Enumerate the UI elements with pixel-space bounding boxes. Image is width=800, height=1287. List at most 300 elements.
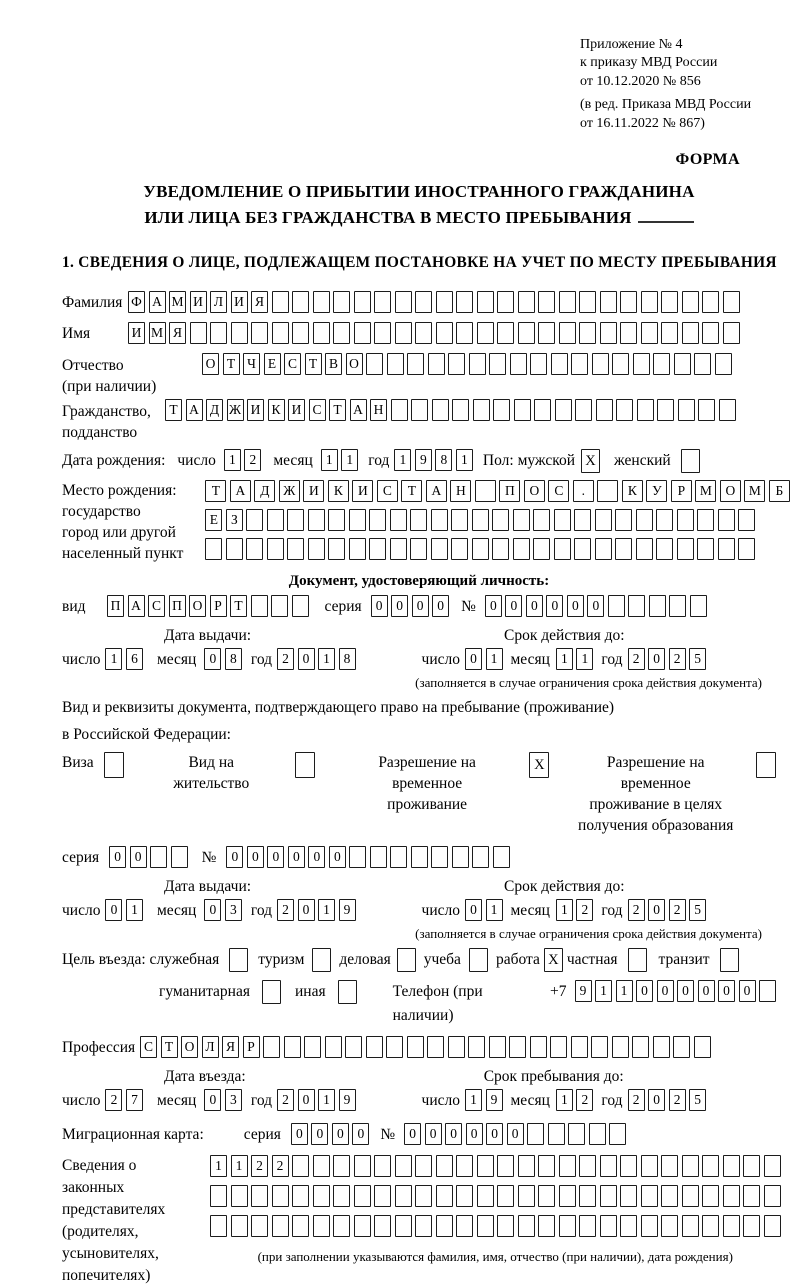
box-cell[interactable] bbox=[574, 538, 591, 560]
box-cell[interactable] bbox=[431, 538, 448, 560]
box-cell[interactable]: Т bbox=[305, 353, 322, 375]
box-cell[interactable] bbox=[497, 1155, 514, 1177]
box-cell[interactable] bbox=[387, 353, 404, 375]
box-cell[interactable]: X bbox=[581, 449, 600, 473]
entry-month[interactable] bbox=[204, 1089, 242, 1111]
box-cell[interactable] bbox=[432, 399, 449, 421]
box-cell[interactable] bbox=[723, 1215, 740, 1237]
box-cell[interactable] bbox=[673, 1036, 690, 1058]
box-cell[interactable]: 0 bbox=[648, 648, 665, 670]
box-cell[interactable] bbox=[559, 1155, 576, 1177]
box-cell[interactable] bbox=[579, 1215, 596, 1237]
box-cell[interactable]: 0 bbox=[587, 595, 604, 617]
box-cell[interactable] bbox=[456, 291, 473, 313]
residence-permit-checkbox[interactable] bbox=[295, 752, 315, 778]
box-cell[interactable]: 0 bbox=[105, 899, 122, 921]
box-cell[interactable] bbox=[661, 1185, 678, 1207]
box-cell[interactable] bbox=[533, 509, 550, 531]
identity-doc-series-field[interactable] bbox=[371, 595, 450, 617]
box-cell[interactable]: 1 bbox=[595, 980, 612, 1002]
box-cell[interactable] bbox=[620, 322, 637, 344]
box-cell[interactable] bbox=[395, 1215, 412, 1237]
box-cell[interactable] bbox=[509, 1036, 526, 1058]
residence-issue-year[interactable] bbox=[277, 899, 356, 921]
identity-valid-year[interactable] bbox=[628, 648, 707, 670]
box-cell[interactable] bbox=[407, 353, 424, 375]
box-cell[interactable] bbox=[354, 1155, 371, 1177]
box-cell[interactable] bbox=[448, 353, 465, 375]
box-cell[interactable] bbox=[469, 948, 488, 972]
box-cell[interactable] bbox=[579, 1155, 596, 1177]
box-cell[interactable]: 8 bbox=[339, 648, 356, 670]
box-cell[interactable]: 0 bbox=[288, 846, 305, 868]
box-cell[interactable] bbox=[369, 509, 386, 531]
box-cell[interactable] bbox=[530, 1036, 547, 1058]
box-cell[interactable] bbox=[374, 322, 391, 344]
box-cell[interactable] bbox=[390, 846, 407, 868]
box-cell[interactable] bbox=[456, 1185, 473, 1207]
box-cell[interactable]: О bbox=[720, 480, 741, 502]
box-cell[interactable] bbox=[574, 509, 591, 531]
box-cell[interactable]: 2 bbox=[277, 1089, 294, 1111]
box-cell[interactable]: 2 bbox=[669, 1089, 686, 1111]
box-cell[interactable]: 0 bbox=[130, 846, 147, 868]
box-cell[interactable] bbox=[595, 509, 612, 531]
citizenship-field[interactable] bbox=[165, 399, 736, 421]
box-cell[interactable]: 2 bbox=[628, 899, 645, 921]
box-cell[interactable]: Ч bbox=[243, 353, 260, 375]
box-cell[interactable] bbox=[608, 595, 625, 617]
box-cell[interactable]: Р bbox=[671, 480, 692, 502]
box-cell[interactable] bbox=[477, 1155, 494, 1177]
box-cell[interactable]: Т bbox=[401, 480, 422, 502]
box-cell[interactable] bbox=[251, 322, 268, 344]
stay-month[interactable] bbox=[556, 1089, 594, 1111]
box-cell[interactable] bbox=[431, 846, 448, 868]
box-cell[interactable]: 8 bbox=[225, 648, 242, 670]
box-cell[interactable] bbox=[292, 322, 309, 344]
box-cell[interactable] bbox=[600, 1185, 617, 1207]
box-cell[interactable]: 0 bbox=[505, 595, 522, 617]
box-cell[interactable]: 0 bbox=[311, 1123, 328, 1145]
box-cell[interactable]: И bbox=[190, 291, 207, 313]
box-cell[interactable]: 0 bbox=[204, 899, 221, 921]
box-cell[interactable] bbox=[715, 353, 732, 375]
box-cell[interactable] bbox=[313, 1185, 330, 1207]
box-cell[interactable] bbox=[518, 322, 535, 344]
box-cell[interactable]: 0 bbox=[465, 648, 482, 670]
box-cell[interactable]: 0 bbox=[204, 648, 221, 670]
box-cell[interactable] bbox=[469, 353, 486, 375]
box-cell[interactable]: А bbox=[350, 399, 367, 421]
box-cell[interactable] bbox=[313, 1215, 330, 1237]
box-cell[interactable] bbox=[575, 399, 592, 421]
box-cell[interactable]: К bbox=[328, 480, 349, 502]
representatives-row3-field[interactable] bbox=[210, 1215, 781, 1237]
box-cell[interactable] bbox=[497, 291, 514, 313]
residence-issue-day[interactable] bbox=[105, 899, 143, 921]
box-cell[interactable] bbox=[231, 1185, 248, 1207]
box-cell[interactable] bbox=[267, 538, 284, 560]
box-cell[interactable]: Т bbox=[223, 353, 240, 375]
box-cell[interactable] bbox=[497, 322, 514, 344]
box-cell[interactable]: 7 bbox=[126, 1089, 143, 1111]
identity-issue-month[interactable] bbox=[204, 648, 242, 670]
box-cell[interactable]: 0 bbox=[298, 648, 315, 670]
box-cell[interactable]: П bbox=[499, 480, 520, 502]
box-cell[interactable] bbox=[354, 1185, 371, 1207]
box-cell[interactable]: Р bbox=[243, 1036, 260, 1058]
box-cell[interactable] bbox=[616, 399, 633, 421]
box-cell[interactable]: 0 bbox=[526, 595, 543, 617]
box-cell[interactable] bbox=[702, 291, 719, 313]
box-cell[interactable]: 2 bbox=[277, 648, 294, 670]
box-cell[interactable] bbox=[694, 1036, 711, 1058]
box-cell[interactable]: М bbox=[169, 291, 186, 313]
box-cell[interactable] bbox=[489, 353, 506, 375]
box-cell[interactable] bbox=[415, 322, 432, 344]
box-cell[interactable] bbox=[354, 1215, 371, 1237]
box-cell[interactable]: С bbox=[284, 353, 301, 375]
box-cell[interactable]: 2 bbox=[244, 449, 261, 471]
box-cell[interactable] bbox=[333, 322, 350, 344]
purpose-other-checkbox[interactable] bbox=[338, 980, 357, 1004]
box-cell[interactable] bbox=[205, 538, 222, 560]
box-cell[interactable] bbox=[374, 1215, 391, 1237]
box-cell[interactable]: 1 bbox=[394, 449, 411, 471]
box-cell[interactable] bbox=[251, 595, 268, 617]
box-cell[interactable] bbox=[764, 1215, 781, 1237]
box-cell[interactable] bbox=[456, 1155, 473, 1177]
box-cell[interactable] bbox=[287, 538, 304, 560]
box-cell[interactable]: 2 bbox=[272, 1155, 289, 1177]
box-cell[interactable] bbox=[677, 538, 694, 560]
box-cell[interactable]: 1 bbox=[616, 980, 633, 1002]
box-cell[interactable] bbox=[518, 291, 535, 313]
box-cell[interactable] bbox=[554, 509, 571, 531]
box-cell[interactable] bbox=[475, 480, 496, 502]
box-cell[interactable]: С bbox=[140, 1036, 157, 1058]
box-cell[interactable] bbox=[210, 322, 227, 344]
box-cell[interactable]: Л bbox=[202, 1036, 219, 1058]
box-cell[interactable] bbox=[592, 353, 609, 375]
box-cell[interactable] bbox=[338, 980, 357, 1004]
box-cell[interactable]: 9 bbox=[339, 899, 356, 921]
box-cell[interactable] bbox=[407, 1036, 424, 1058]
box-cell[interactable]: 0 bbox=[298, 899, 315, 921]
box-cell[interactable] bbox=[538, 322, 555, 344]
box-cell[interactable] bbox=[369, 538, 386, 560]
box-cell[interactable] bbox=[628, 595, 645, 617]
box-cell[interactable]: Е bbox=[205, 509, 222, 531]
box-cell[interactable]: Н bbox=[370, 399, 387, 421]
box-cell[interactable]: 0 bbox=[636, 980, 653, 1002]
residence-series-field[interactable] bbox=[109, 846, 188, 868]
box-cell[interactable] bbox=[333, 1155, 350, 1177]
box-cell[interactable] bbox=[641, 322, 658, 344]
box-cell[interactable] bbox=[641, 1155, 658, 1177]
box-cell[interactable]: 5 bbox=[689, 899, 706, 921]
box-cell[interactable]: 1 bbox=[318, 899, 335, 921]
box-cell[interactable]: И bbox=[303, 480, 324, 502]
box-cell[interactable] bbox=[436, 1155, 453, 1177]
box-cell[interactable]: О bbox=[189, 595, 206, 617]
box-cell[interactable]: И bbox=[352, 480, 373, 502]
given-name-field[interactable] bbox=[128, 322, 740, 344]
box-cell[interactable] bbox=[591, 1036, 608, 1058]
identity-doc-kind-field[interactable] bbox=[107, 595, 309, 617]
box-cell[interactable]: 0 bbox=[432, 595, 449, 617]
box-cell[interactable]: Т bbox=[165, 399, 182, 421]
box-cell[interactable] bbox=[292, 1155, 309, 1177]
box-cell[interactable]: 5 bbox=[689, 1089, 706, 1111]
box-cell[interactable] bbox=[669, 595, 686, 617]
box-cell[interactable] bbox=[513, 538, 530, 560]
box-cell[interactable] bbox=[370, 846, 387, 868]
box-cell[interactable]: Р bbox=[210, 595, 227, 617]
box-cell[interactable] bbox=[518, 1185, 535, 1207]
box-cell[interactable] bbox=[756, 752, 776, 778]
box-cell[interactable] bbox=[571, 1036, 588, 1058]
box-cell[interactable]: 1 bbox=[318, 1089, 335, 1111]
box-cell[interactable]: Я bbox=[169, 322, 186, 344]
box-cell[interactable]: 0 bbox=[648, 899, 665, 921]
box-cell[interactable] bbox=[292, 291, 309, 313]
box-cell[interactable] bbox=[615, 509, 632, 531]
box-cell[interactable] bbox=[653, 353, 670, 375]
migration-number-field[interactable] bbox=[404, 1123, 626, 1145]
box-cell[interactable] bbox=[325, 1036, 342, 1058]
box-cell[interactable] bbox=[436, 1185, 453, 1207]
box-cell[interactable] bbox=[612, 1036, 629, 1058]
box-cell[interactable] bbox=[510, 353, 527, 375]
box-cell[interactable] bbox=[682, 1185, 699, 1207]
box-cell[interactable] bbox=[386, 1036, 403, 1058]
box-cell[interactable]: 1 bbox=[556, 648, 573, 670]
box-cell[interactable] bbox=[410, 538, 427, 560]
box-cell[interactable]: 1 bbox=[341, 449, 358, 471]
box-cell[interactable] bbox=[661, 1155, 678, 1177]
box-cell[interactable] bbox=[492, 509, 509, 531]
box-cell[interactable] bbox=[395, 322, 412, 344]
box-cell[interactable] bbox=[354, 291, 371, 313]
box-cell[interactable] bbox=[554, 538, 571, 560]
box-cell[interactable] bbox=[723, 291, 740, 313]
box-cell[interactable] bbox=[649, 595, 666, 617]
box-cell[interactable] bbox=[657, 399, 674, 421]
box-cell[interactable] bbox=[661, 322, 678, 344]
box-cell[interactable] bbox=[333, 291, 350, 313]
box-cell[interactable] bbox=[637, 399, 654, 421]
purpose-study-checkbox[interactable] bbox=[469, 948, 488, 972]
box-cell[interactable]: П bbox=[169, 595, 186, 617]
box-cell[interactable]: О bbox=[202, 353, 219, 375]
box-cell[interactable] bbox=[682, 322, 699, 344]
box-cell[interactable] bbox=[312, 948, 331, 972]
box-cell[interactable]: 0 bbox=[567, 595, 584, 617]
box-cell[interactable]: 9 bbox=[486, 1089, 503, 1111]
box-cell[interactable] bbox=[702, 322, 719, 344]
box-cell[interactable]: 1 bbox=[486, 899, 503, 921]
box-cell[interactable] bbox=[718, 538, 735, 560]
box-cell[interactable] bbox=[641, 291, 658, 313]
box-cell[interactable] bbox=[272, 1215, 289, 1237]
box-cell[interactable]: 3 bbox=[225, 1089, 242, 1111]
box-cell[interactable]: И bbox=[231, 291, 248, 313]
box-cell[interactable]: 0 bbox=[485, 595, 502, 617]
box-cell[interactable]: 2 bbox=[576, 1089, 593, 1111]
box-cell[interactable] bbox=[308, 538, 325, 560]
box-cell[interactable]: Ж bbox=[279, 480, 300, 502]
box-cell[interactable] bbox=[559, 1215, 576, 1237]
box-cell[interactable]: 1 bbox=[318, 648, 335, 670]
box-cell[interactable] bbox=[473, 399, 490, 421]
box-cell[interactable] bbox=[272, 1185, 289, 1207]
box-cell[interactable] bbox=[456, 322, 473, 344]
box-cell[interactable]: 1 bbox=[556, 899, 573, 921]
purpose-work-checkbox[interactable] bbox=[544, 948, 563, 972]
box-cell[interactable]: 0 bbox=[465, 899, 482, 921]
box-cell[interactable]: 1 bbox=[465, 1089, 482, 1111]
box-cell[interactable]: 2 bbox=[669, 899, 686, 921]
box-cell[interactable] bbox=[661, 291, 678, 313]
box-cell[interactable] bbox=[497, 1185, 514, 1207]
box-cell[interactable] bbox=[262, 980, 281, 1004]
box-cell[interactable] bbox=[292, 1185, 309, 1207]
box-cell[interactable]: Е bbox=[264, 353, 281, 375]
box-cell[interactable] bbox=[600, 1155, 617, 1177]
purpose-transit-checkbox[interactable] bbox=[720, 948, 739, 972]
box-cell[interactable] bbox=[723, 1155, 740, 1177]
box-cell[interactable] bbox=[720, 948, 739, 972]
residence-issue-month[interactable] bbox=[204, 899, 242, 921]
box-cell[interactable] bbox=[723, 322, 740, 344]
box-cell[interactable] bbox=[390, 509, 407, 531]
identity-valid-month[interactable] bbox=[556, 648, 594, 670]
box-cell[interactable]: 1 bbox=[456, 449, 473, 471]
box-cell[interactable]: У bbox=[646, 480, 667, 502]
stay-year[interactable] bbox=[628, 1089, 707, 1111]
box-cell[interactable]: 1 bbox=[210, 1155, 227, 1177]
box-cell[interactable] bbox=[550, 1036, 567, 1058]
box-cell[interactable] bbox=[615, 538, 632, 560]
box-cell[interactable]: 9 bbox=[575, 980, 592, 1002]
box-cell[interactable] bbox=[411, 846, 428, 868]
box-cell[interactable] bbox=[678, 399, 695, 421]
box-cell[interactable] bbox=[681, 449, 700, 473]
box-cell[interactable] bbox=[534, 399, 551, 421]
box-cell[interactable]: А bbox=[149, 291, 166, 313]
box-cell[interactable] bbox=[349, 509, 366, 531]
box-cell[interactable] bbox=[431, 509, 448, 531]
box-cell[interactable] bbox=[738, 509, 755, 531]
box-cell[interactable] bbox=[313, 322, 330, 344]
box-cell[interactable]: 0 bbox=[412, 595, 429, 617]
box-cell[interactable] bbox=[349, 538, 366, 560]
box-cell[interactable] bbox=[589, 1123, 606, 1145]
box-cell[interactable] bbox=[764, 1185, 781, 1207]
box-cell[interactable]: 0 bbox=[352, 1123, 369, 1145]
phone-field[interactable] bbox=[575, 980, 777, 1002]
box-cell[interactable]: 0 bbox=[718, 980, 735, 1002]
box-cell[interactable] bbox=[579, 322, 596, 344]
box-cell[interactable] bbox=[571, 353, 588, 375]
sex-female-checkbox[interactable] bbox=[681, 449, 700, 473]
sex-male-checkbox[interactable] bbox=[581, 449, 600, 473]
box-cell[interactable] bbox=[514, 399, 531, 421]
box-cell[interactable]: К bbox=[622, 480, 643, 502]
box-cell[interactable] bbox=[538, 1215, 555, 1237]
box-cell[interactable] bbox=[251, 1215, 268, 1237]
identity-valid-day[interactable] bbox=[465, 648, 503, 670]
box-cell[interactable] bbox=[313, 291, 330, 313]
box-cell[interactable] bbox=[295, 752, 315, 778]
box-cell[interactable]: 1 bbox=[224, 449, 241, 471]
box-cell[interactable] bbox=[272, 322, 289, 344]
visa-checkbox[interactable] bbox=[104, 752, 124, 778]
box-cell[interactable] bbox=[538, 1185, 555, 1207]
box-cell[interactable] bbox=[656, 538, 673, 560]
surname-field[interactable] bbox=[128, 291, 740, 313]
box-cell[interactable]: 2 bbox=[277, 899, 294, 921]
birth-place-row3-field[interactable] bbox=[205, 538, 790, 560]
box-cell[interactable]: С bbox=[548, 480, 569, 502]
box-cell[interactable] bbox=[271, 595, 288, 617]
box-cell[interactable] bbox=[229, 948, 248, 972]
birth-place-row1-field[interactable] bbox=[205, 480, 790, 502]
box-cell[interactable] bbox=[682, 1155, 699, 1177]
box-cell[interactable] bbox=[636, 538, 653, 560]
box-cell[interactable] bbox=[759, 980, 776, 1002]
box-cell[interactable] bbox=[448, 1036, 465, 1058]
box-cell[interactable] bbox=[366, 353, 383, 375]
box-cell[interactable] bbox=[328, 538, 345, 560]
box-cell[interactable] bbox=[661, 1215, 678, 1237]
box-cell[interactable] bbox=[210, 1215, 227, 1237]
box-cell[interactable] bbox=[597, 480, 618, 502]
box-cell[interactable] bbox=[600, 291, 617, 313]
box-cell[interactable]: 0 bbox=[267, 846, 284, 868]
box-cell[interactable] bbox=[620, 1155, 637, 1177]
box-cell[interactable]: 6 bbox=[126, 648, 143, 670]
box-cell[interactable]: Т bbox=[205, 480, 226, 502]
purpose-tourism-checkbox[interactable] bbox=[312, 948, 331, 972]
box-cell[interactable] bbox=[246, 509, 263, 531]
box-cell[interactable]: М bbox=[149, 322, 166, 344]
box-cell[interactable] bbox=[226, 538, 243, 560]
box-cell[interactable] bbox=[493, 846, 510, 868]
box-cell[interactable]: О bbox=[346, 353, 363, 375]
box-cell[interactable]: 0 bbox=[329, 846, 346, 868]
box-cell[interactable] bbox=[313, 1155, 330, 1177]
box-cell[interactable] bbox=[698, 399, 715, 421]
box-cell[interactable] bbox=[397, 948, 416, 972]
box-cell[interactable]: 3 bbox=[225, 899, 242, 921]
box-cell[interactable] bbox=[410, 509, 427, 531]
purpose-official-checkbox[interactable] bbox=[229, 948, 248, 972]
purpose-humanitarian-checkbox[interactable] bbox=[262, 980, 281, 1004]
box-cell[interactable] bbox=[579, 291, 596, 313]
box-cell[interactable] bbox=[518, 1215, 535, 1237]
box-cell[interactable]: 0 bbox=[291, 1123, 308, 1145]
box-cell[interactable] bbox=[641, 1185, 658, 1207]
box-cell[interactable] bbox=[632, 1036, 649, 1058]
box-cell[interactable] bbox=[697, 538, 714, 560]
box-cell[interactable]: 0 bbox=[308, 846, 325, 868]
box-cell[interactable] bbox=[559, 291, 576, 313]
box-cell[interactable] bbox=[328, 509, 345, 531]
box-cell[interactable]: 0 bbox=[204, 1089, 221, 1111]
